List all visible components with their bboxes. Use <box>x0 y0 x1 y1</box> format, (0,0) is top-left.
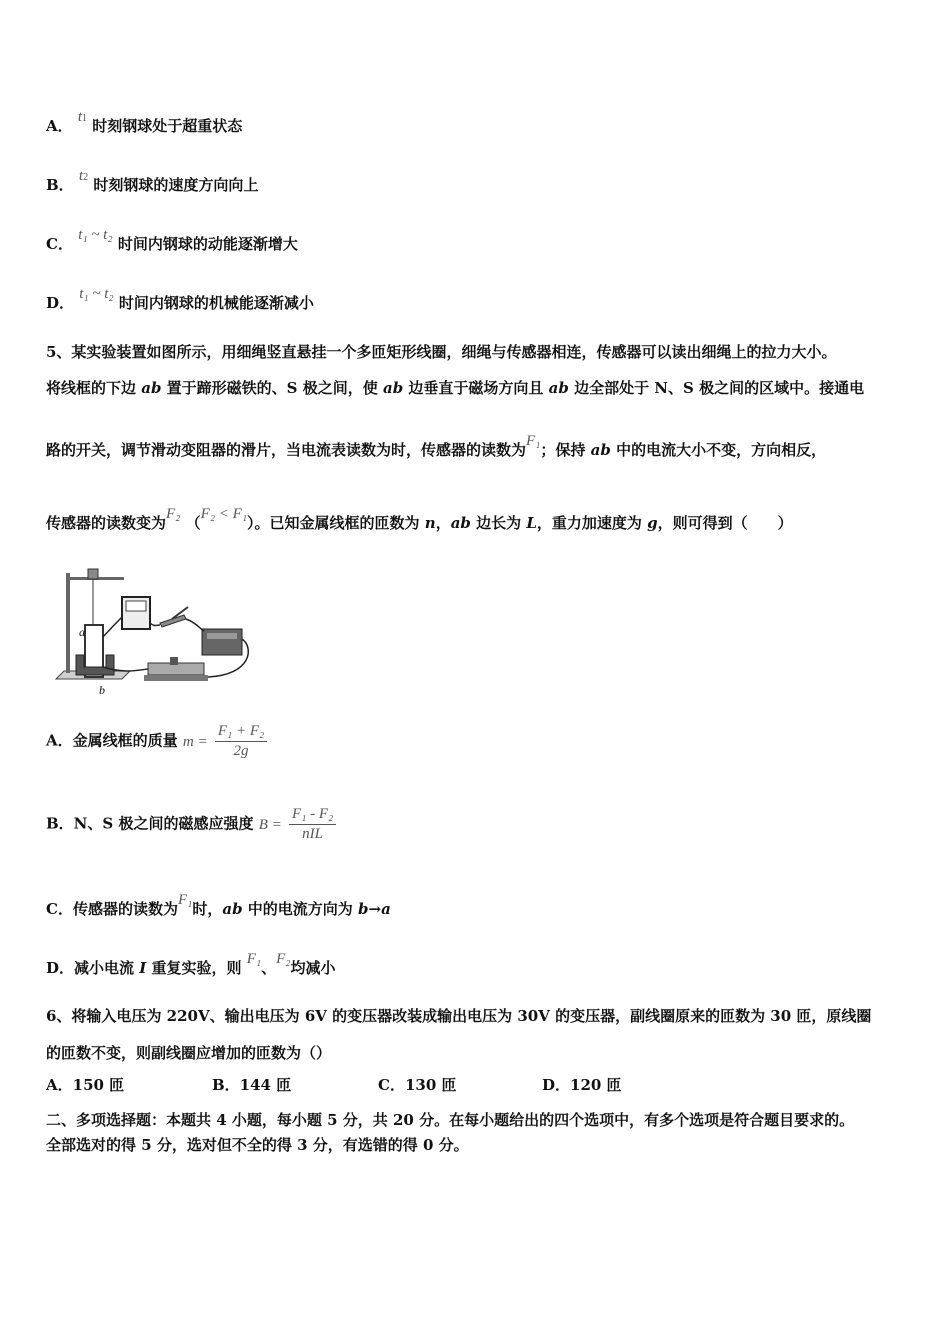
option-label: A．金属线框的质量 <box>46 731 178 750</box>
option-label: B． <box>46 176 74 194</box>
option-label: D．减小电流 <box>46 959 140 977</box>
horseshoe-magnet <box>76 655 114 675</box>
switch <box>160 615 186 627</box>
q6-option-b[interactable]: B．144 匝 <box>212 1076 292 1094</box>
q5-option-b[interactable] <box>46 806 338 843</box>
math-fraction: $\frac{\text{F₁ - F₂}}{\text{nIL}}$ <box>289 806 336 843</box>
q4-option-c[interactable] <box>46 227 298 254</box>
apparatus-figure <box>52 567 257 701</box>
label-b: b <box>99 683 105 697</box>
section2-heading-line2: 全部选对的得 5 分，选对但不全的得 3 分，有选错的得 0 分。 <box>46 1136 469 1154</box>
math-fraction: $\frac{\text{F₁ + F₂}}{2g}$ <box>215 723 267 760</box>
option-label: D． <box>46 294 75 312</box>
math-lhs: B = <box>258 816 282 833</box>
q4-option-b[interactable] <box>46 168 259 195</box>
option-text: 时间内钢球的机械能逐渐减小 <box>118 294 314 312</box>
q6-option-a[interactable]: A．150 匝 <box>46 1076 125 1094</box>
q5-stem-line2: 将线框的下边 ab 置于蹄形磁铁的、S 极之间，使 ab 边垂直于磁场方向且 ab 边全部处于 N、S 极之间的区域中。接通电 <box>46 379 865 397</box>
option-label: A． <box>46 117 73 135</box>
section2-heading-line1: 二、多项选择题：本题共 4 小题，每小题 5 分，共 20 分。在每小题给出的四个选项中，有多个选项是符合题目要求的。 <box>46 1111 855 1129</box>
math-lhs: m = <box>182 733 208 750</box>
option-label: C． <box>46 235 73 253</box>
math-var: t2 <box>78 168 89 184</box>
q5-option-c[interactable]: C．传感器的读数为F₁时，ab 中的电流方向为 b→a <box>46 892 391 918</box>
math-var: t1 <box>77 109 88 125</box>
math-f1: F₁ <box>246 951 262 967</box>
q5-stem-line3: 路的开关，调节滑动变阻器的滑片，当电流表读数为时，传感器的读数为F₁；保持 ab 中的电流大小不变，方向相反， <box>46 433 827 459</box>
option-text: 时间内钢球的动能逐渐增大 <box>117 235 298 253</box>
math-range: t₁ ~ t₂ <box>79 286 114 302</box>
math-inequality: F₂ < F₁ <box>200 506 248 522</box>
q4-option-d[interactable] <box>46 286 314 313</box>
math-f1: F₁ <box>177 892 193 908</box>
current-direction: b→a <box>358 900 391 918</box>
option-label: B．N、S 极之间的磁感应强度 <box>46 814 254 833</box>
math-range: t₁ ~ t₂ <box>78 227 113 243</box>
q6-option-d[interactable]: D．120 匝 <box>542 1076 622 1094</box>
math-f2: F₂ <box>276 951 291 967</box>
q6-option-c[interactable]: C．130 匝 <box>378 1076 457 1094</box>
apparatus-illustration <box>52 567 257 697</box>
option-text: 时刻钢球的速度方向向上 <box>93 176 259 194</box>
option-text: 时刻钢球处于超重状态 <box>92 117 243 135</box>
battery-box <box>202 629 242 655</box>
label-a: a <box>79 625 85 639</box>
force-sensor <box>88 569 98 579</box>
q5-stem-line4: 传感器的读数变为F₂ （F₂ < F₁）。已知金属线框的匝数为 n，ab 边长为 L，重力加速度为 g，则可得到（ ） <box>46 506 793 532</box>
q6-stem-line1: 6、将输入电压为 220V、输出电压为 6V 的变压器改装成输出电压为 30V 的变压器，副线圈原来的匝数为 30 匝，原线圈 <box>46 1007 872 1025</box>
q5-stem-line1: 5、某实验装置如图所示，用细绳竖直悬挂一个多匝矩形线圈，细绳与传感器相连，传感器可以读出细绳上的拉力大小。 <box>46 343 837 361</box>
q5-option-d[interactable]: D．减小电流 I 重复实验，则 F₁、F₂均减小 <box>46 951 336 977</box>
q6-stem-line2: 的匝数不变，则副线圈应增加的匝数为（） <box>46 1044 332 1062</box>
stand-pole <box>66 573 70 673</box>
option-label: C．传感器的读数为 <box>46 900 178 918</box>
math-f2: F₂ <box>166 506 181 522</box>
q4-option-a[interactable] <box>46 109 243 136</box>
q5-option-a[interactable] <box>46 723 269 760</box>
math-f1: F₁ <box>526 433 541 449</box>
